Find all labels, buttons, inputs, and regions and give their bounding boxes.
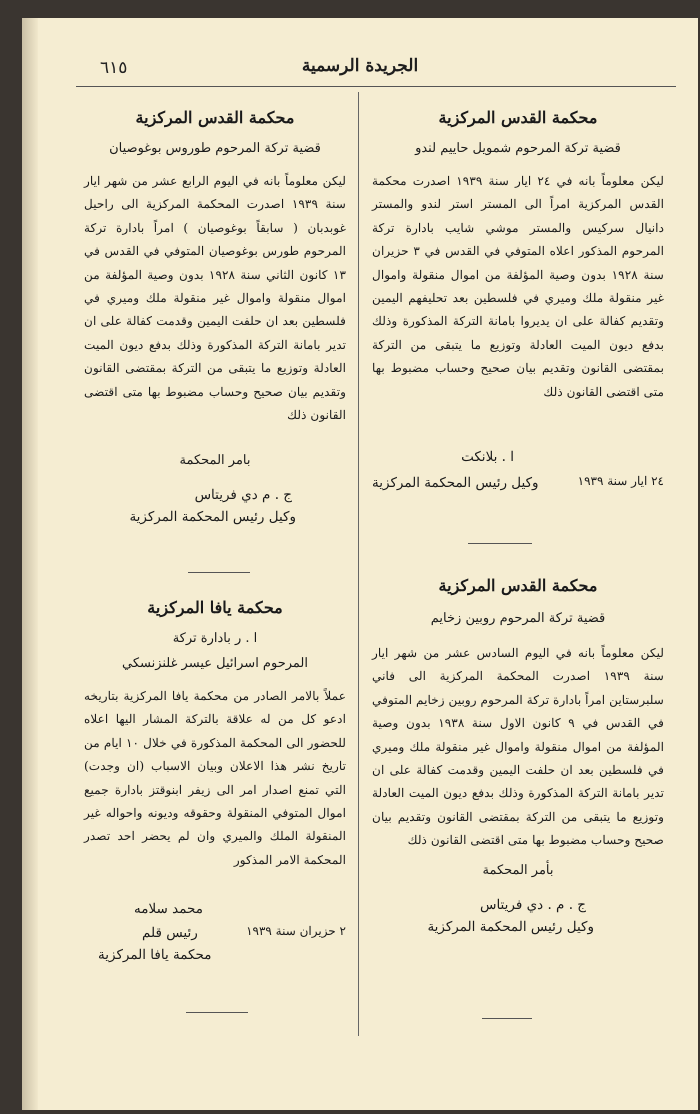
court-heading: محكمة يافا المركزية (147, 598, 283, 617)
page-spine-shadow (22, 18, 38, 1110)
notice-body: عملاً بالامر الصادر من محكمة يافا المركزية بتاريخه ادعو كل من له علاقة بالتركة المشار اليها اعلاه للحضور الى المحكمة المذكورة في خلال ١٠ ايام من تاريخ نشر هذا الاعلان وبيان الاسباب (ان وجدت) التي تمنع اصدار امر الى زيفر ابنوقتز بادارة جميع اموال المتوفي المنقولة وحقوقه وديونه واحواله غير المنقولة الملك والميري وان لم يحضر احد تصدر المحكمة الامر المذكور (84, 689, 346, 867)
notice-date: ٢٤ ايار سنة ١٩٣٩ (577, 474, 664, 489)
signer-court: محكمة يافا المركزية (98, 947, 212, 964)
signer-title: رئيس قلم (142, 925, 198, 942)
notice-zakhaim-estate (372, 576, 664, 938)
case-title: قضية تركة المرحوم طوروس بوغوصيان (109, 141, 321, 156)
case-subtitle: ا . ر بادارة تركة (172, 631, 258, 646)
notice-body: ليكن معلوماً بانه في اليوم الرابع عشر من شهر ايار سنة ١٩٣٩ اصدرت المحكمة المركزية الى راحيل غوبدبان ( سابقاً بوغوصيان ) امراً بادارة تركة المرحوم طورس بوغوصيان المتوفي في القدس في ١٣ كانون الثاني سنة ١٩٢٨ بدون وصية المؤلفة من اموال منقولة واموال غير منقولة ملك وميري في فلسطين بعد ان حلفت اليمين وقدمت كفالة على ان تدير بامانة التركة المذكورة وذلك بدفع ديون الميت العادلة وتوزيع ما يتبقى من التركة بمقتضى القانون وتقديم بيان صحيح وحساب مضبوط بها متى اقتضى القانون ذلك (84, 174, 346, 423)
by-order-label: بامر المحكمة (179, 453, 251, 469)
signature-block (84, 898, 346, 972)
notice-glenzinski-estate (84, 598, 346, 972)
separator-rule (468, 543, 532, 544)
signer-title: وكيل رئيس المحكمة المركزية (129, 509, 296, 526)
court-heading: محكمة القدس المركزية (135, 108, 295, 127)
case-title: قضية تركة المرحوم شمويل حاييم لندو (415, 141, 621, 156)
notice-landau-estate (372, 108, 664, 496)
signer-title: وكيل رئيس المحكمة المركزية (372, 475, 539, 492)
header-rule (76, 86, 676, 87)
column-divider (358, 92, 359, 1036)
notice-body: ليكن معلوماً بانه في اليوم السادس عشر من شهر ايار سنة ١٩٣٩ اصدرت المحكمة المركزية الى فاني سلبرستاين امراً بادارة تركة المرحوم روبين زخايم المتوفي في القدس في ٩ كانون الاول سنة ١٩٣٨ بدون وصية المؤلفة من اموال منقولة واموال غير منقولة ملك وميري في فلسطين بعد ان حلفت اليمين وقدمت كفالة على ان تدير بامانة التركة المذكورة وذلك بدفع ديون الميت العادلة وتوزيع ما يتبقى من التركة بمقتضى القانون وتقديم بيان صحيح وحساب مضبوط بها متى اقتضى القانون ذلك (372, 646, 664, 848)
scan-border (0, 0, 700, 18)
case-title: المرحوم اسرائيل عيسر غلنزنسكي (121, 656, 308, 671)
court-heading: محكمة القدس المركزية (438, 576, 598, 595)
court-heading: محكمة القدس المركزية (438, 108, 598, 127)
notice-date: ٢ حزيران سنة ١٩٣٩ (246, 924, 346, 939)
by-order-label: بأمر المحكمة (482, 862, 554, 878)
separator-rule (186, 1012, 248, 1013)
gazette-title: الجريدة الرسمية (301, 56, 419, 76)
page-number: ٦١٥ (100, 58, 128, 78)
notice-boghossian-estate (84, 108, 346, 528)
notice-body: ليكن معلوماً بانه في ٢٤ ايار سنة ١٩٣٩ اصدرت محكمة القدس المركزية امراً الى المستر استر لندو والمستر دانيال سركيس والمستر موشي شايب بادارة تركة المرحوم المذكور اعلاه المتوفي في القدس في ٣ حزيران سنة ١٩٢٨ بدون وصية المؤلفة من اموال منقولة واموال غير منقولة ملك وميري في فلسطين بعد تحليفهم اليمين وتقديم كفالة على ان يديروا بامانة التركة المذكورة وذلك بدفع ديون الميت العادلة وتوزيع ما يتبقى من التركة بمقتضى القانون وتقديم بيان صحيح وحساب مضبوط بها متى اقتضى القانون ذلك (372, 174, 664, 399)
signature-block (372, 446, 664, 496)
case-title: قضية تركة المرحوم روبين زخايم (430, 611, 606, 626)
signer-title: وكيل رئيس المحكمة المركزية (427, 918, 594, 935)
signer-name: ج . م . دي فريتاس (479, 896, 586, 913)
separator-rule (188, 572, 250, 573)
separator-rule (482, 1018, 532, 1019)
signer-name: ج . م دي فريتاس (194, 487, 292, 504)
signer-name: محمد سلامه (134, 901, 203, 918)
signer-name: ا . بلانكت (461, 449, 514, 466)
